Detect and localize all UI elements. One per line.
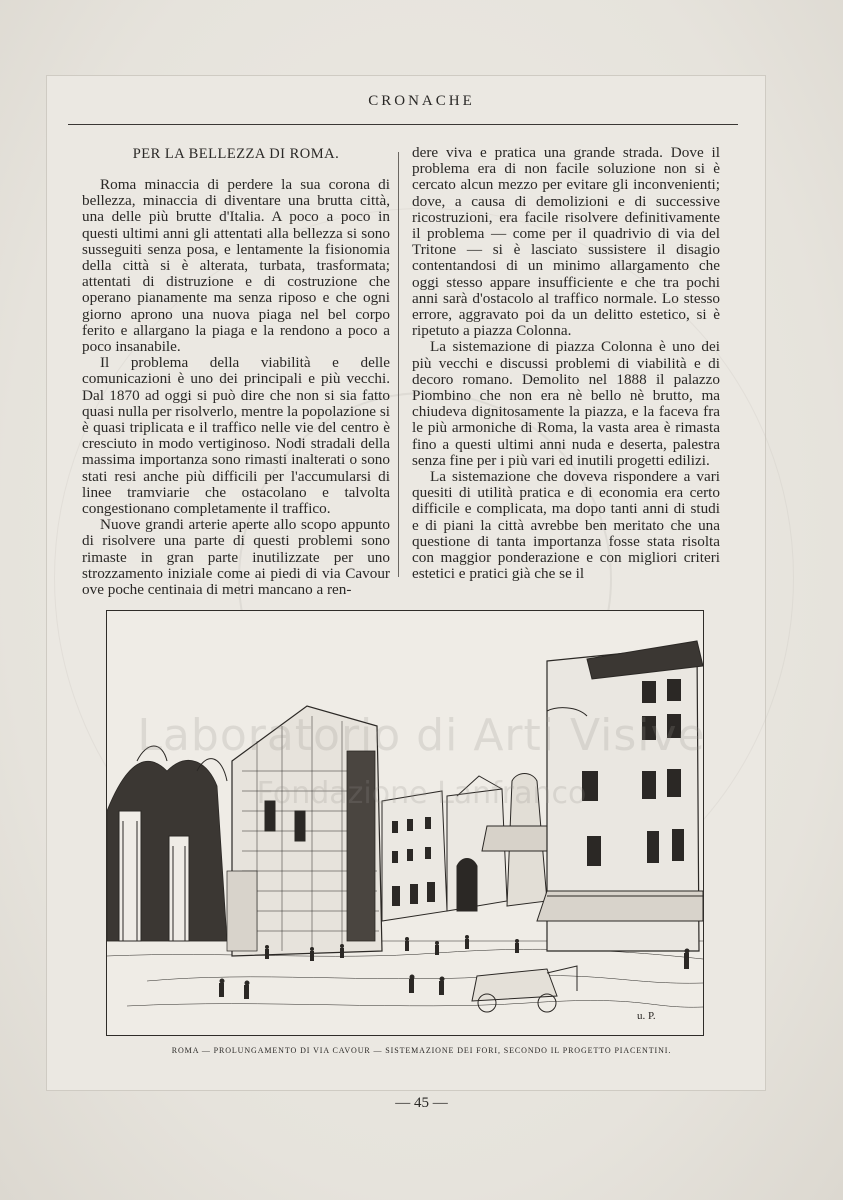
paragraph: La sistemazione di piazza Colonna è uno dei più vecchi e discussi problemi di viabilità e di decoro romano. Demolito nel 1888 il palazzo Piombino che non era nè bello nè brutto, ma chiudeva dignitosamente la piazza, e la faceva fra le più armoniche di Roma, la vasta area è rimasta fino a questi ultimi anni nuda e deserta, palestra senza fine per i più vari ed inutili progetti edilizi. — [412, 338, 720, 469]
paragraph: La sistemazione che doveva rispondere a vari quesiti di utilità pratica e di economia era certo difficile e complicata, ma dopo tanti anni di studi e di piani la città avrebbe ben meritato che una questione di tanta importanza fosse stata risolta con maggior ponderazione e con migliori criteri estetici e pratici già che se il — [412, 468, 720, 583]
illustration-frame — [106, 610, 704, 1036]
watermark-text-secondary: Fondazione Lanfranco — [256, 776, 587, 811]
header-rule — [68, 124, 738, 125]
page-number: — 45 — — [395, 1095, 448, 1111]
paragraph: dere viva e pratica una grande strada. Dove il problema era di non facile soluzione non si è cercato alcun mezzo per evitare gli inconvenienti; dove, a causa di demolizioni e di successive ricostruzioni, era facile risolvere definitivamente il problema — come per il quadrivio di via del Tritone — si è lasciato sussistere il disagio contentandosi di un minimo allargamento che oggi stesso appare insufficiente e che tra pochi anni sarà d'ostacolo al traffico normale. Lo stesso errore, aggravato poi da un delitto estetico, si è ripetuto a piazza Colonna. — [412, 144, 720, 340]
watermark-text: Laboratorio di Arti Visive — [137, 710, 706, 761]
piazza-sketch — [107, 611, 703, 1035]
paragraph: Nuove grandi arterie aperte allo scopo appunto di risolvere una parte di questi problemi sono rimaste in gran parte inutilizzate per uno strozzamento iniziale come ai piedi di via Cavour ove poche centinaia di metri mancano a ren- — [82, 516, 390, 599]
article-title: PER LA BELLEZZA DI ROMA. — [132, 146, 340, 162]
running-head: CRONACHE — [368, 93, 475, 109]
column-divider — [398, 152, 399, 577]
illustration-signature: u. P. — [637, 1010, 656, 1022]
paragraph: Il problema della viabilità e delle comunicazioni è uno dei principali e più vecchi. Dal 1870 ad oggi si può dire che non si sia fatto quasi nulla per risolverlo, mentre la popolazione si è quasi triplicata e il traffico nelle vie del centro è cresciuto in modo vertiginoso. Nodi stradali della massima importanza sono rimasti inalterati o sono stati resi anche più difficili per l'accumularsi di linee tramviarie che ostacolano e talvolta congestionano completamente il traffico. — [82, 354, 390, 518]
figure-caption: ROMA — PROLUNGAMENTO DI VIA CAVOUR — SISTEMAZIONE DEI FORI, SECONDO IL PROGETTO PIACENTINI. — [171, 1046, 672, 1055]
right-column — [412, 145, 720, 582]
paragraph: Roma minaccia di perdere la sua corona di bellezza, minaccia di diventare una brutta città, una delle più brutte d'Italia. A poco a poco in questi ultimi anni gli attentati alla bellezza si sono susseguiti senza posa, e lentamente la fisionomia della città si è alterata, turbata, trasformata; attentati di distruzione e di costruzione che operano pianamente ma senza riposo e che ogni giorno aprono una nuova piaga nel bel corpo ferito e allargano la piaga e la rendono a poco a poco insanabile. — [82, 176, 390, 356]
left-column — [82, 146, 390, 598]
